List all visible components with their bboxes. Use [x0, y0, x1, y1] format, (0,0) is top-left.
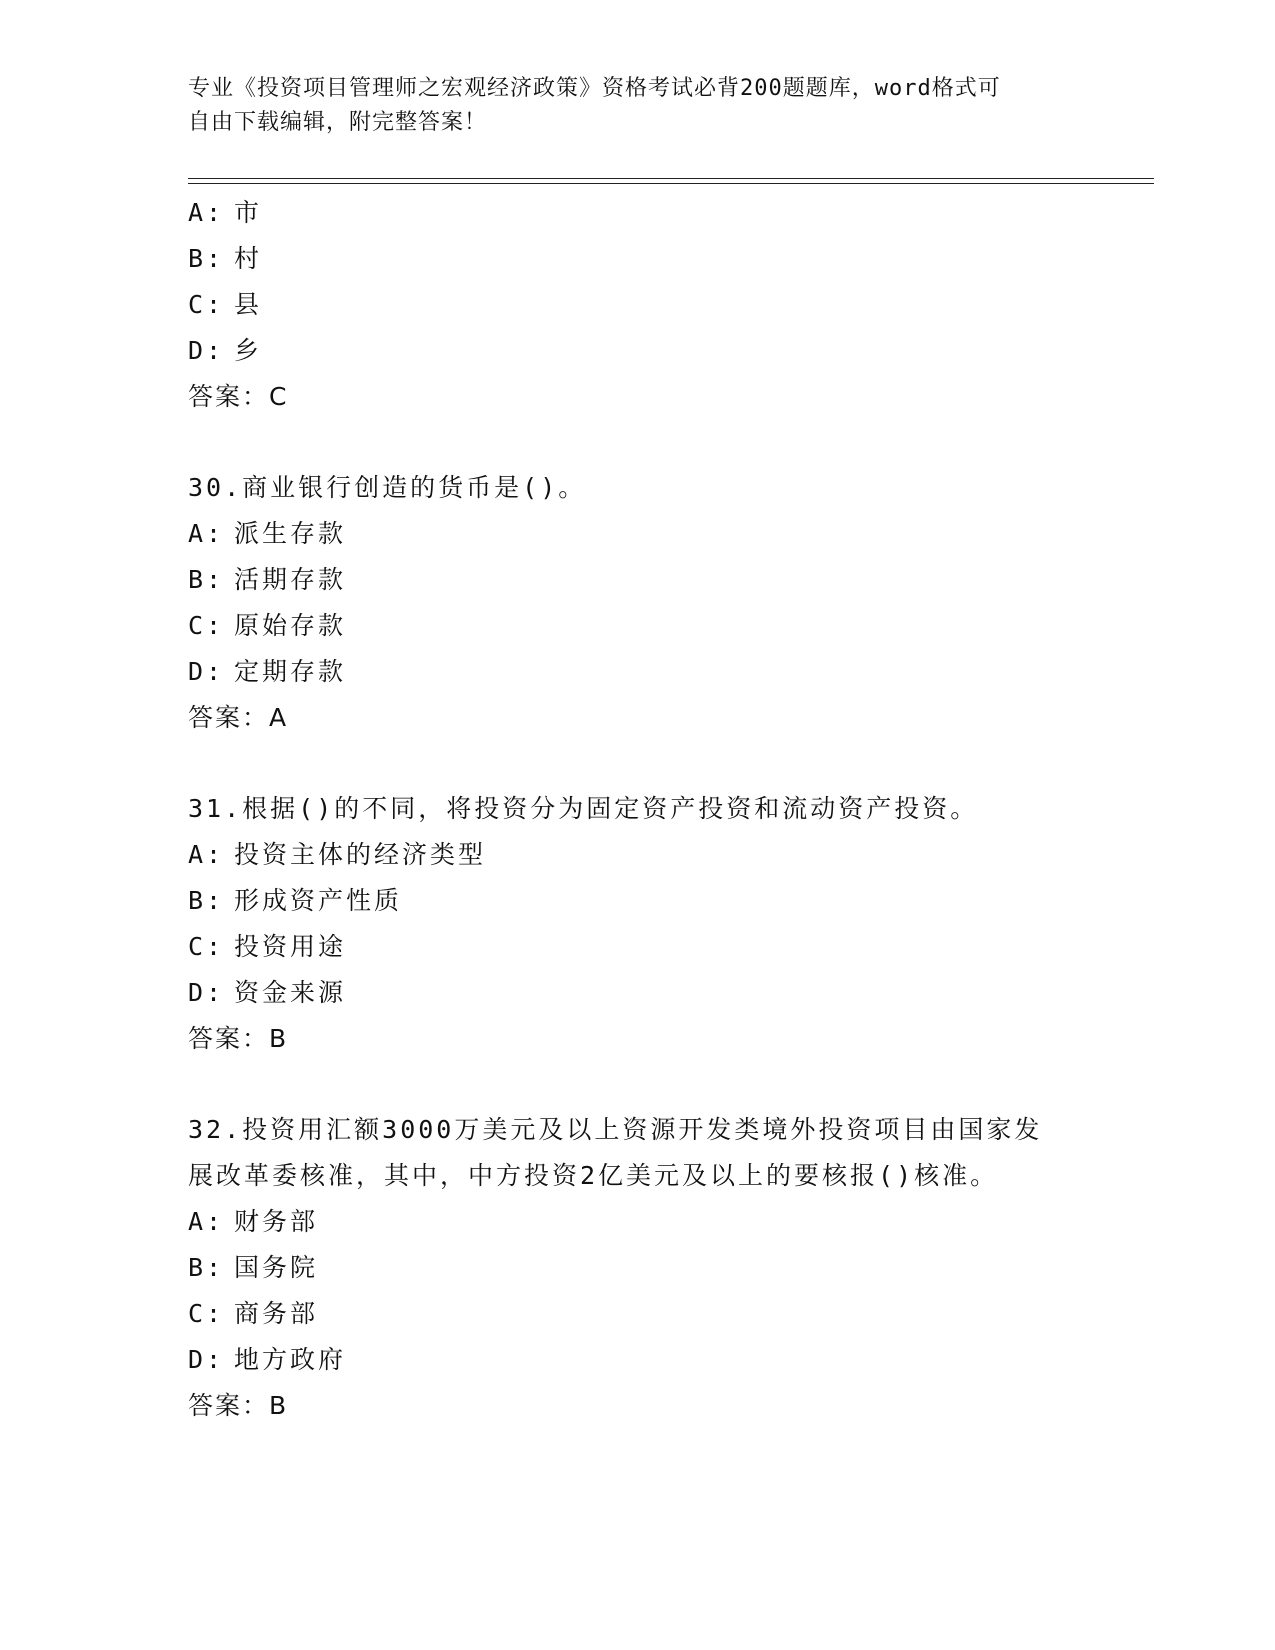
option-key: C: [188, 290, 225, 319]
option-text: 形成资产性质 [234, 886, 403, 915]
answer: 答案：C [188, 382, 289, 411]
question-31 [188, 786, 1128, 1062]
spacer [188, 420, 1128, 465]
option-key: A: [188, 198, 225, 227]
option-text: 商务部 [234, 1299, 319, 1328]
option-d [188, 649, 1128, 695]
option-key: A: [188, 840, 225, 869]
option-c [188, 1291, 1128, 1337]
option-text: 资金来源 [234, 978, 347, 1007]
option-b [188, 878, 1128, 924]
option-text: 派生存款 [234, 519, 347, 548]
option-b [188, 557, 1128, 603]
option-text: 乡 [234, 336, 263, 365]
option-d [188, 1337, 1128, 1383]
document-header [188, 72, 1068, 140]
spacer [188, 741, 1128, 786]
option-text: 国务院 [234, 1253, 319, 1282]
option-b [188, 236, 1128, 282]
option-key: B: [188, 886, 225, 915]
header-divider-top [188, 178, 1154, 179]
option-d [188, 328, 1128, 374]
option-text: 财务部 [234, 1207, 319, 1236]
option-c [188, 603, 1128, 649]
question-list [188, 190, 1128, 1429]
option-key: B: [188, 244, 225, 273]
option-text: 原始存款 [234, 611, 347, 640]
option-text: 村 [234, 244, 263, 273]
option-key: D: [188, 1345, 225, 1374]
option-text: 投资主体的经济类型 [234, 840, 487, 869]
option-c [188, 282, 1128, 328]
question-stem: 30.商业银行创造的货币是()。 [188, 473, 587, 502]
option-c [188, 924, 1128, 970]
option-d [188, 970, 1128, 1016]
option-text: 市 [234, 198, 263, 227]
spacer [188, 1062, 1128, 1107]
option-text: 地方政府 [234, 1345, 347, 1374]
option-a [188, 1199, 1128, 1245]
option-key: C: [188, 611, 225, 640]
option-a [188, 511, 1128, 557]
header-line-2: 自由下载编辑，附完整答案！ [188, 110, 488, 135]
header-line-1: 专业《投资项目管理师之宏观经济政策》资格考试必背200题题库，word格式可 [188, 76, 1001, 101]
option-key: D: [188, 657, 225, 686]
option-key: D: [188, 978, 225, 1007]
answer: 答案：A [188, 703, 289, 732]
question-30 [188, 465, 1128, 741]
option-key: B: [188, 1253, 225, 1282]
option-text: 投资用途 [234, 932, 347, 961]
option-key: B: [188, 565, 225, 594]
option-key: C: [188, 932, 225, 961]
option-text: 县 [234, 290, 263, 319]
answer: 答案：B [188, 1391, 289, 1420]
option-key: A: [188, 1207, 225, 1236]
question-stem: 31.根据()的不同，将投资分为固定资产投资和流动资产投资。 [188, 794, 979, 823]
question-stem-line-1: 32.投资用汇额3000万美元及以上资源开发类境外投资项目由国家发 [188, 1115, 1043, 1144]
question-stem-line-2: 展改革委核准，其中，中方投资2亿美元及以上的要核报()核准。 [188, 1161, 999, 1190]
option-key: D: [188, 336, 225, 365]
option-text: 活期存款 [234, 565, 347, 594]
option-a [188, 190, 1128, 236]
answer: 答案：B [188, 1024, 289, 1053]
option-a [188, 832, 1128, 878]
header-divider-bottom [188, 183, 1154, 184]
option-key: A: [188, 519, 225, 548]
question-29 [188, 190, 1128, 420]
question-32 [188, 1107, 1128, 1429]
option-b [188, 1245, 1128, 1291]
option-text: 定期存款 [234, 657, 347, 686]
option-key: C: [188, 1299, 225, 1328]
